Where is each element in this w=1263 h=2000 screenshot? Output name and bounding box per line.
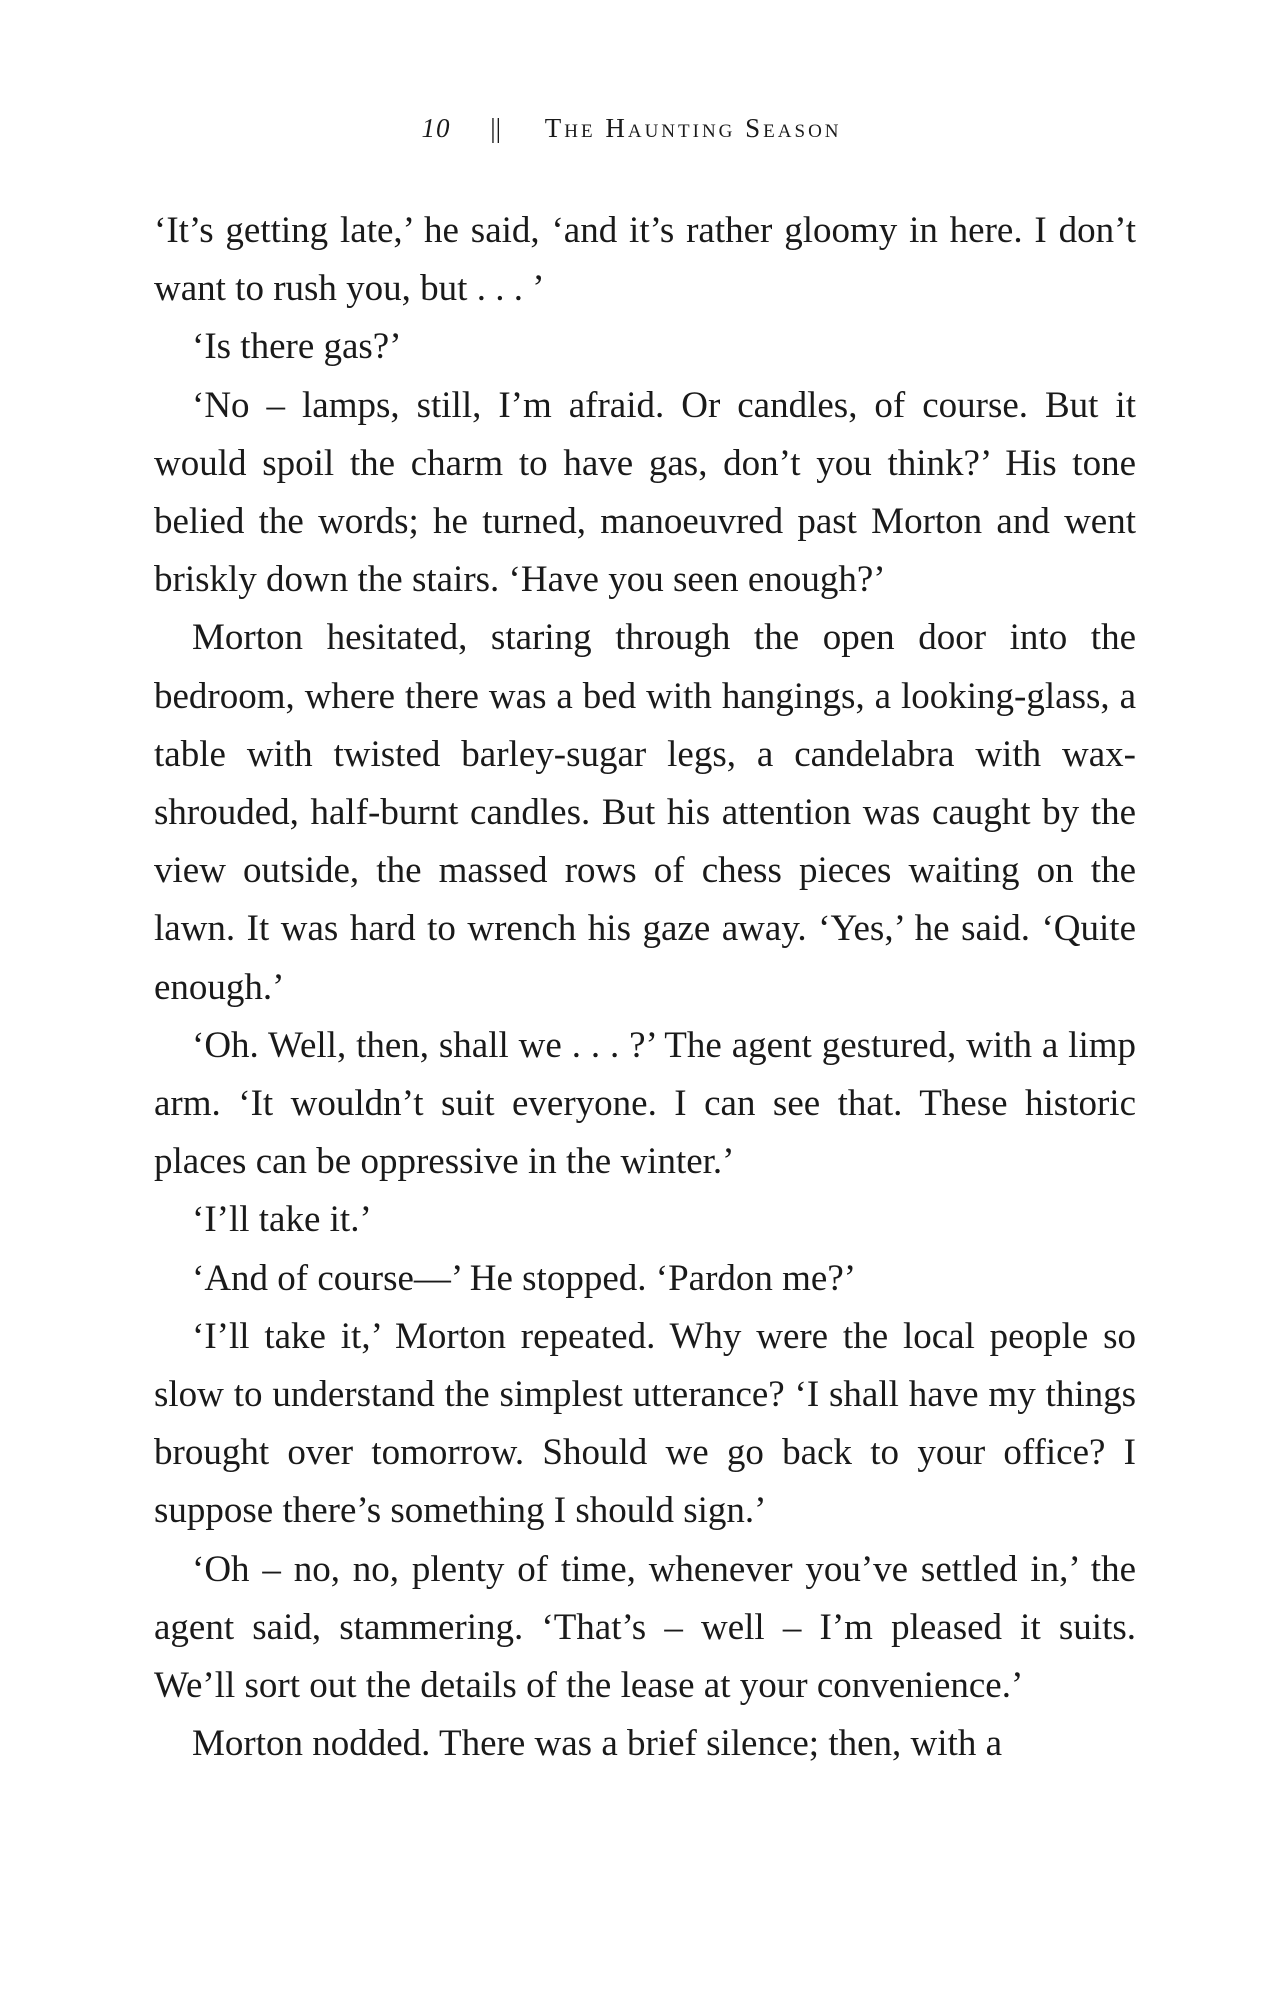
page-number: 10 [421, 113, 451, 143]
paragraph: ‘Is there gas?’ [192, 326, 402, 368]
paragraph: ‘I’ll take it,’ Morton repeated. Why were the local people so slow to understand the simplest utterance? ‘I shall have my things brought over tomorrow. Should we go back to your office? I suppose there’s something I should sign.’ [154, 1315, 1136, 1532]
paragraph: Morton hesitated, staring through the open door into the bedroom, where there was a bed with hangings, a looking-glass, a table with twisted barley-sugar legs, a candelabra with wax-shrouded, half-burnt candles. But his attention was caught by the view outside, the massed rows of chess pieces waiting on the lawn. It was hard to wrench his gaze away. ‘Yes,’ he said. ‘Quite enough.’ [154, 617, 1136, 1008]
body-text [154, 202, 1136, 1773]
header-separator: || [490, 113, 502, 143]
paragraph: ‘And of course—’ He stopped. ‘Pardon me?’ [192, 1257, 857, 1299]
running-head [0, 113, 1263, 144]
paragraph: ‘Oh. Well, then, shall we . . . ?’ The agent gestured, with a limp arm. ‘It wouldn’t suit everyone. I can see that. These historic places can be oppressive in the winter.’ [154, 1024, 1136, 1183]
paragraph: ‘Oh – no, no, plenty of time, whenever you’ve settled in,’ the agent said, stammering. ‘That’s – well – I’m pleased it suits. We’ll sort out the details of the lease at your convenience.’ [154, 1548, 1136, 1707]
paragraph: ‘It’s getting late,’ he said, ‘and it’s rather gloomy in here. I don’t want to rush you, but . . . ’ [154, 210, 1136, 310]
book-title: The Haunting Season [544, 113, 842, 143]
paragraph: Morton nodded. There was a brief silence; then, with a [192, 1723, 1002, 1765]
paragraph: ‘No – lamps, still, I’m afraid. Or candles, of course. But it would spoil the charm to have gas, don’t you think?’ His tone belied the words; he turned, manoeuvred past Morton and went briskly down the stairs. ‘Have you seen enough?’ [154, 384, 1136, 601]
paragraph: ‘I’ll take it.’ [192, 1199, 372, 1241]
